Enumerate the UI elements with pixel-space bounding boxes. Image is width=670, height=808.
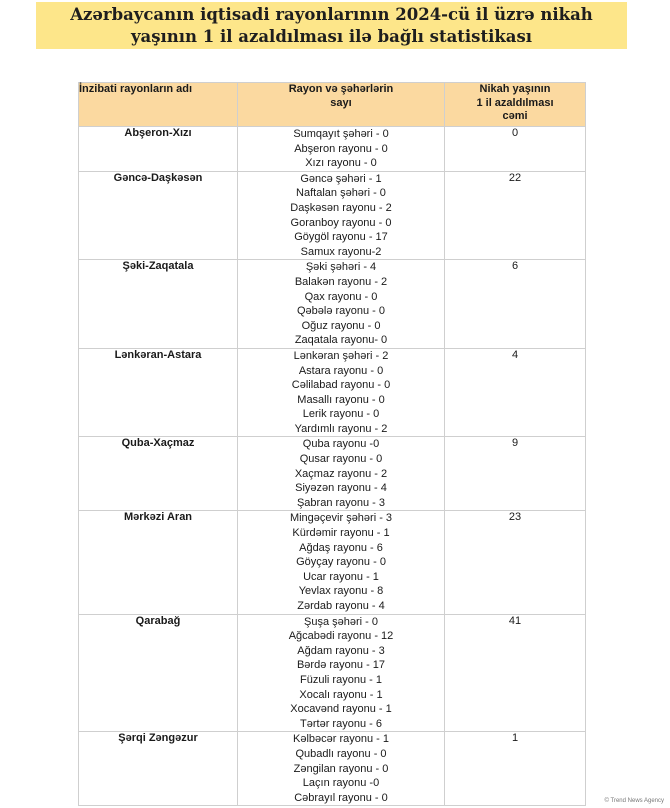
city-entry: Lerik rayonu - 0 <box>302 408 380 421</box>
city-entry: Samux rayonu-2 <box>300 245 382 258</box>
statistics-table <box>78 82 586 806</box>
city-entry: Siyəzən rayonu - 4 <box>295 482 387 495</box>
region-total: 1 <box>445 732 586 806</box>
region-cities <box>238 614 445 732</box>
city-entry: Sumqayıt şəhəri - 0 <box>293 128 389 140</box>
city-entry: Lənkəran şəhəri - 2 <box>293 349 389 362</box>
region-total: 9 <box>445 437 586 511</box>
city-entry: Göyçay rayonu - 0 <box>296 556 386 569</box>
city-entry: Bərdə rayonu - 17 <box>296 659 386 672</box>
city-entry: Xocavənd rayonu - 1 <box>290 703 392 716</box>
region-name: Abşeron-Xızı <box>79 127 238 172</box>
city-entry: Xocalı rayonu - 1 <box>299 688 383 701</box>
title-line-2: yaşının 1 il azaldılması ilə bağlı statistikası <box>130 26 533 46</box>
region-name: Şəki-Zaqatala <box>79 260 238 349</box>
region-total: 22 <box>445 171 586 260</box>
city-entry: Daşkəsən rayonu - 2 <box>290 201 392 214</box>
region-cities <box>238 732 445 806</box>
header-cities-line-1: Rayon və şəhərlərin <box>288 83 394 95</box>
header-cities-line-2: sayı <box>330 96 352 109</box>
city-entry: Astara rayonu - 0 <box>298 364 384 377</box>
region-cities <box>238 511 445 614</box>
city-entry: Ucar rayonu - 1 <box>303 570 379 583</box>
region-total: 41 <box>445 614 586 732</box>
city-entry: Xaçmaz rayonu - 2 <box>294 467 388 480</box>
title-banner <box>36 2 627 49</box>
city-entry: Goranboy rayonu - 0 <box>290 216 392 229</box>
region-total: 6 <box>445 260 586 349</box>
city-entry: Naftalan şəhəri - 0 <box>296 187 386 200</box>
region-cities <box>238 171 445 260</box>
city-entry: Tərtər rayonu - 6 <box>300 717 382 730</box>
city-entry: Zəngilan rayonu - 0 <box>293 762 389 775</box>
region-cities <box>238 127 445 172</box>
city-entry: Abşeron rayonu - 0 <box>294 142 388 155</box>
region-name: Qarabağ <box>79 614 238 732</box>
title-line-1: Azərbaycanın iqtisadi rayonlarının 2024-cü il üzrə nikah <box>70 4 593 24</box>
city-entry: Qusar rayonu - 0 <box>299 453 383 466</box>
region-name: Gəncə-Daşkəsən <box>79 171 238 260</box>
city-entry: Kəlbəcər rayonu - 1 <box>293 733 389 746</box>
header-total <box>445 83 586 127</box>
table-header-row <box>79 83 586 127</box>
header-total-line-3: cəmi <box>502 110 528 122</box>
table-row <box>79 732 586 806</box>
region-cities <box>238 348 445 437</box>
city-entry: Laçın rayonu -0 <box>302 777 380 790</box>
table-row <box>79 437 586 511</box>
region-name: Mərkəzi Aran <box>79 511 238 614</box>
city-entry: Kürdəmir rayonu - 1 <box>292 527 390 540</box>
header-total-line-2: 1 il azaldılması <box>476 96 554 109</box>
city-entry: Ağdam rayonu - 3 <box>297 644 385 657</box>
header-total-line-1: Nikah yaşının <box>479 83 551 95</box>
region-name: Quba-Xaçmaz <box>79 437 238 511</box>
city-entry: Quba rayonu -0 <box>302 438 380 451</box>
table-row <box>79 614 586 732</box>
header-region-name <box>79 83 238 127</box>
city-entry: Cəlilabad rayonu - 0 <box>291 379 391 392</box>
city-entry: Zərdab rayonu - 4 <box>297 600 385 612</box>
region-cities <box>238 260 445 349</box>
table-row <box>79 171 586 260</box>
credit-watermark: © Trend News Agency <box>604 798 664 804</box>
city-entry: Masallı rayonu - 0 <box>297 393 385 406</box>
city-entry: Gəncə şəhəri - 1 <box>300 172 382 185</box>
city-entry: Balakən rayonu - 2 <box>294 275 388 288</box>
table-row <box>79 511 586 614</box>
region-total: 0 <box>445 127 586 172</box>
region-total: 23 <box>445 511 586 614</box>
city-entry: Şəki şəhəri - 4 <box>305 261 377 274</box>
city-entry: Mingəçevir şəhəri - 3 <box>289 512 393 525</box>
city-entry: Göygöl rayonu - 17 <box>294 231 388 244</box>
table-row <box>79 260 586 349</box>
header-cities-count <box>238 83 445 127</box>
table-row <box>79 127 586 172</box>
city-entry: Ağdaş rayonu - 6 <box>299 541 383 554</box>
city-entry: Şuşa şəhəri - 0 <box>304 615 378 628</box>
city-entry: Şabran rayonu - 3 <box>296 496 386 509</box>
table-body <box>79 127 586 806</box>
city-entry: Qubadlı rayonu - 0 <box>295 747 387 760</box>
city-entry: Yevlax rayonu - 8 <box>298 585 384 598</box>
region-cities <box>238 437 445 511</box>
city-entry: Cəbrayıl rayonu - 0 <box>294 791 388 804</box>
city-entry: Oğuz rayonu - 0 <box>301 319 381 332</box>
city-entry: Qəbələ rayonu - 0 <box>296 305 386 318</box>
city-entry: Xızı rayonu - 0 <box>305 157 377 170</box>
region-total: 4 <box>445 348 586 437</box>
city-entry: Füzuli rayonu - 1 <box>300 673 382 686</box>
city-entry: Ağcabədi rayonu - 12 <box>288 630 394 643</box>
region-name: Lənkəran-Astara <box>79 348 238 437</box>
header-region-name-label: İnzibati rayonların adı <box>79 83 193 95</box>
city-entry: Yardımlı rayonu - 2 <box>294 422 388 435</box>
city-entry: Qax rayonu - 0 <box>304 290 378 303</box>
table-row <box>79 348 586 437</box>
region-name: Şərqi Zəngəzur <box>79 732 238 806</box>
city-entry: Zaqatala rayonu- 0 <box>294 334 388 347</box>
